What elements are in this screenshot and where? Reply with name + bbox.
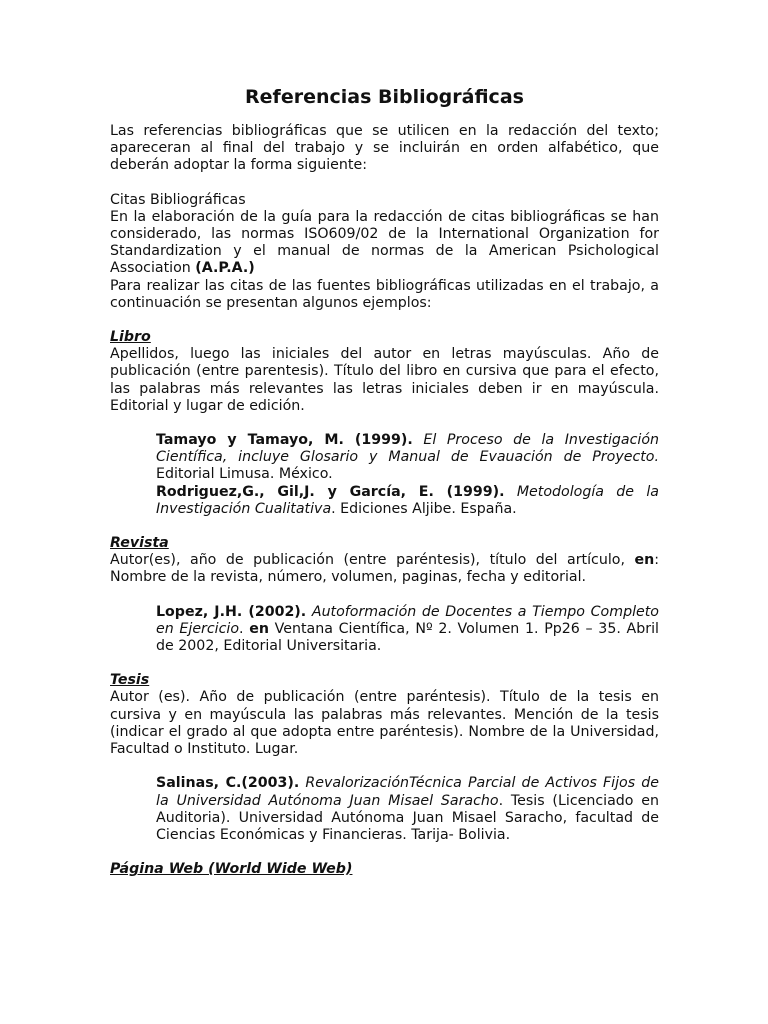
citas-paragraph-2: Para realizar las citas de las fuentes bibliográficas utilizadas en el trabajo, a continuación se presentan algunos ejemplos: (110, 277, 659, 311)
tesis-description: Autor (es). Año de publicación (entre paréntesis). Título de la tesis en cursiva y en mayúscula las palabras más relevantes. Mención de la tesis (indicar el grado al que adopta entre paréntesis). Nombre de la Universidad, Facultad o Instituto. Lugar. (110, 689, 659, 758)
tesis-heading: Tesis (110, 672, 150, 689)
citas-paragraph-1: En la elaboración de la guía para la redacción de citas bibliográficas se han considerado, las normas ISO609/02 de la International Organization for Standardization y el manual de normas de la American Psichological Association (A.P.A.) (110, 208, 659, 277)
libro-description: Apellidos, luego las iniciales del autor en letras mayúsculas. Año de publicación (entre parentesis). Título del libro en cursiva que para el efecto, las palabras más relevantes las letras iniciales deben ir en mayúscula. Editorial y lugar de edición. (110, 346, 659, 414)
libro-heading: Libro (110, 329, 151, 346)
tesis-reference: Salinas, C.(2003). RevalorizaciónTécnica Parcial de Activos Fijos de la Universidad Autónoma Juan Misael Saracho. Tesis (Licenciado en Auditoria). Universidad Autónoma Juan Misael Saracho, facultad de Ciencias Económicas y Financieras. Tarija- Bolivia. (156, 775, 659, 843)
web-heading: Página Web (World Wide Web) (110, 861, 353, 878)
revista-description: Autor(es), año de publicación (entre paréntesis), título del artículo, en: Nombre de la revista, número, volumen, paginas, fecha y editorial. (110, 552, 659, 586)
revista-heading: Revista (110, 535, 169, 552)
document-page (110, 84, 659, 878)
revista-reference: Lopez, J.H. (2002). Autoformación de Docentes a Tiempo Completo en Ejercicio. en Ventana Científica, Nº 2. Volumen 1. Pp26 – 35. Abril de 2002, Editorial Universitaria. (156, 603, 659, 655)
page-title: Referencias Bibliográficas (245, 86, 524, 108)
libro-reference-2: Rodriguez,G., Gil,J. y García, E. (1999). Metodología de la Investigación Cualitativa. Ediciones Aljibe. España. (156, 483, 659, 517)
citas-heading: Citas Bibliográficas (110, 191, 246, 208)
intro-paragraph: Las referencias bibliográficas que se utilicen en la redacción del texto; apareceran al final del trabajo y se incluirán en orden alfabético, que deberán adoptar la forma siguiente: (110, 123, 659, 174)
libro-reference-1: Tamayo y Tamayo, M. (1999). El Proceso de la Investigación Científica, incluye Glosario y Manual de Evauación de Proyecto. Editorial Limusa. México. (156, 432, 660, 483)
